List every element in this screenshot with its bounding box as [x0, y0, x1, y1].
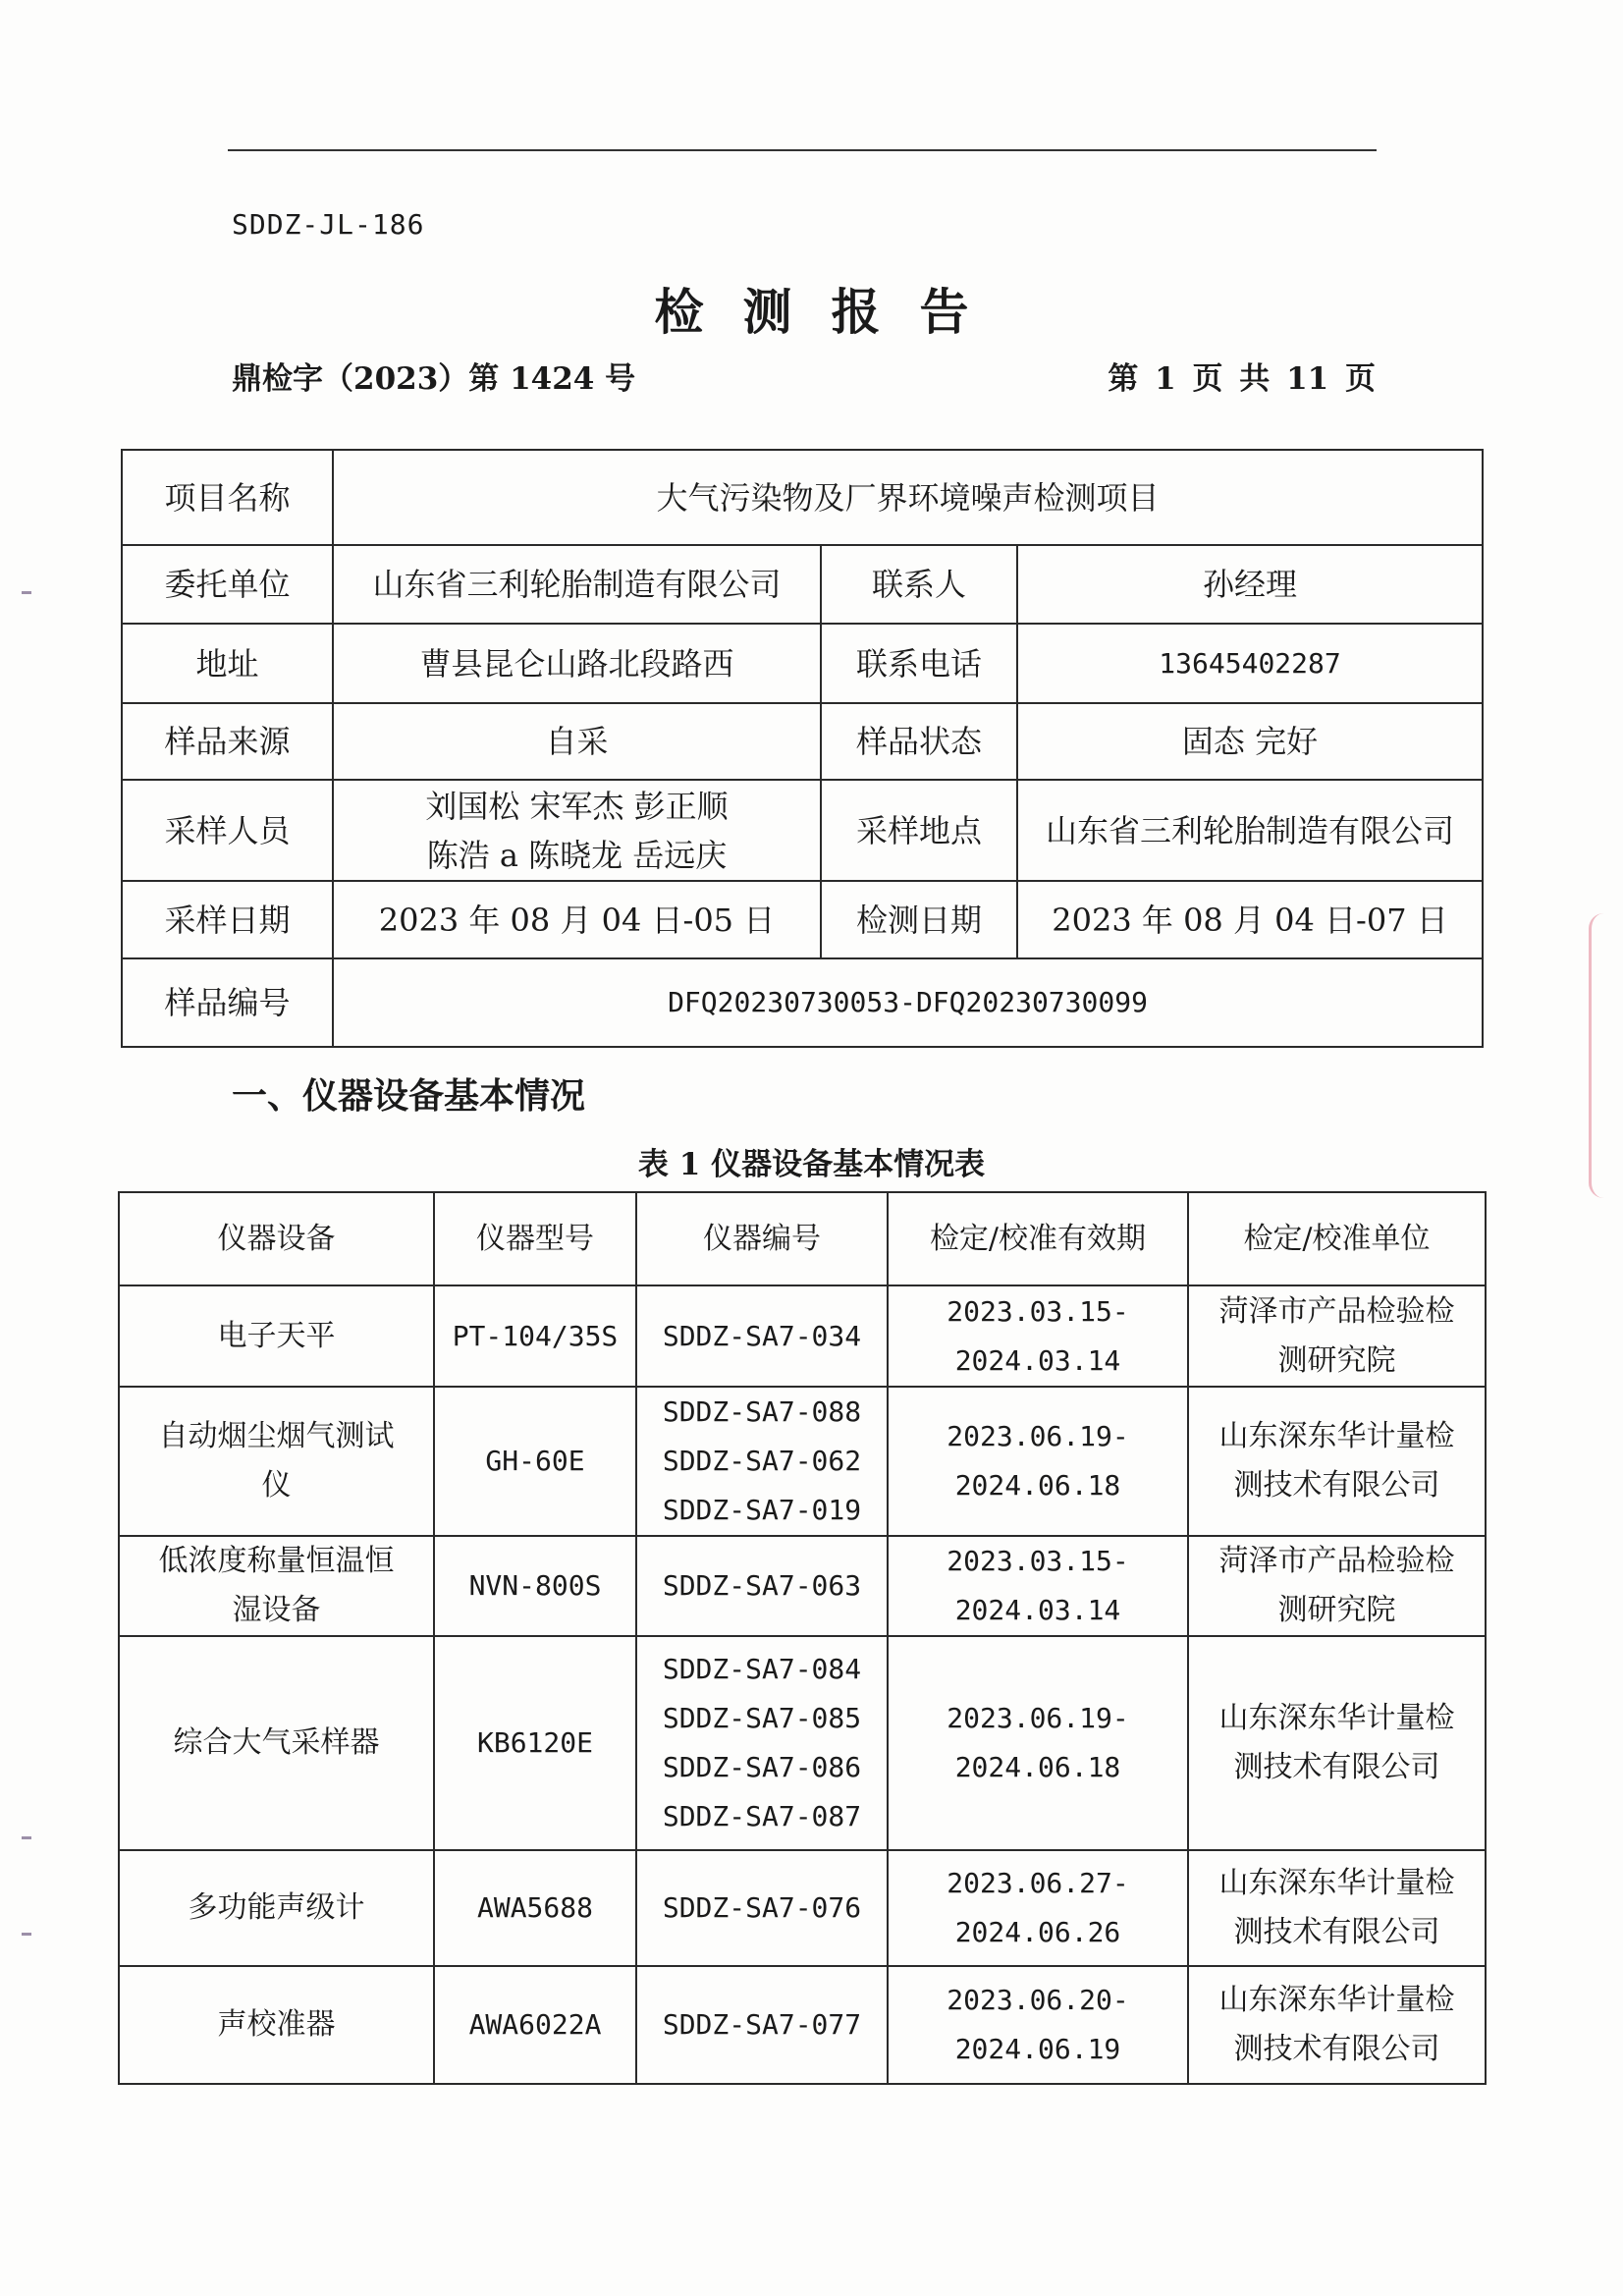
calibration-validity-line: 2024.06.18 [954, 1751, 1121, 1783]
calibration-validity-line: 2023.06.19- [947, 1420, 1129, 1452]
samplers-label: 采样人员 [122, 780, 333, 881]
calibration-unit-line: 测技术有限公司 [1233, 1468, 1440, 1503]
client-value: 山东省三利轮胎制造有限公司 [333, 545, 821, 624]
table-row [119, 1636, 1486, 1850]
equipment-model: NVN-800S [434, 1536, 636, 1636]
equipment-id [636, 1536, 888, 1636]
calibration-unit-line: 山东深东华计量检 [1218, 1701, 1455, 1735]
table-row [122, 958, 1483, 1047]
calibration-unit [1188, 1285, 1486, 1387]
sample-state-label: 样品状态 [821, 703, 1017, 780]
table-header-row [119, 1192, 1486, 1285]
column-header: 仪器设备 [119, 1192, 434, 1285]
sampling-site-label: 采样地点 [821, 780, 1017, 881]
equipment-model: PT-104/35S [434, 1285, 636, 1387]
calibration-unit-line: 测技术有限公司 [1233, 1915, 1440, 1949]
sample-source-label: 样品来源 [122, 703, 333, 780]
equipment-model: AWA5688 [434, 1850, 636, 1966]
equipment-name-line: 仪 [261, 1468, 292, 1503]
calibration-unit-line: 测技术有限公司 [1233, 2032, 1440, 2066]
phone-label: 联系电话 [821, 624, 1017, 703]
page-counter: 第 1 页 共 11 页 [1108, 361, 1376, 397]
calibration-unit-line: 山东深东华计量检 [1218, 1866, 1455, 1900]
sampling-site-value: 山东省三利轮胎制造有限公司 [1017, 780, 1483, 881]
equipment-model: AWA6022A [434, 1966, 636, 2084]
equipment-id-line: SDDZ-SA7-088 [662, 1395, 862, 1428]
table-row [119, 1966, 1486, 2084]
calibration-unit-line: 菏泽市产品检验检 [1218, 1293, 1455, 1329]
report-info-table [121, 449, 1484, 1048]
calibration-validity-line: 2023.03.15- [947, 1294, 1129, 1328]
equipment-name-line: 低浓度称量恒温恒 [158, 1544, 395, 1578]
equipment-id [636, 1966, 888, 2084]
calibration-validity-line: 2024.06.26 [954, 1916, 1121, 1948]
calibration-unit [1188, 1966, 1486, 2084]
table-row [122, 881, 1483, 958]
equipment-name [119, 1536, 434, 1636]
project-name-value: 大气污染物及厂界环境噪声检测项目 [333, 450, 1483, 545]
column-header: 仪器型号 [434, 1192, 636, 1285]
equipment-model: GH-60E [434, 1387, 636, 1536]
calibration-validity-line: 2024.06.18 [954, 1469, 1121, 1502]
table-row [122, 624, 1483, 703]
table-row [122, 545, 1483, 624]
calibration-unit-line: 测技术有限公司 [1233, 1750, 1440, 1784]
calibration-validity-line: 2023.06.19- [947, 1702, 1129, 1734]
sample-no-label: 样品编号 [122, 958, 333, 1047]
equipment-id-line: SDDZ-SA7-062 [662, 1445, 862, 1477]
calibration-validity [888, 1850, 1188, 1966]
column-header: 仪器编号 [636, 1192, 888, 1285]
table-row [119, 1850, 1486, 1966]
equipment-name-line: 湿设备 [232, 1593, 321, 1627]
equipment-table [118, 1191, 1487, 2085]
address-value: 曹县昆仑山路北段路西 [333, 624, 821, 703]
sample-source-value: 自采 [333, 703, 821, 780]
test-date-value: 2023 年 08 月 04 日-07 日 [1017, 881, 1483, 958]
equipment-id-line: SDDZ-SA7-085 [662, 1702, 862, 1734]
table-row [122, 703, 1483, 780]
table-row [119, 1536, 1486, 1636]
project-name-label: 项目名称 [122, 450, 333, 545]
equipment-name-line: 声校准器 [217, 2007, 336, 2042]
equipment-id [636, 1285, 888, 1387]
client-label: 委托单位 [122, 545, 333, 624]
scan-mark [22, 591, 31, 594]
test-date-label: 检测日期 [821, 881, 1017, 958]
calibration-unit-line: 测研究院 [1277, 1342, 1396, 1378]
samplers-value [333, 780, 821, 881]
equipment-id-line: SDDZ-SA7-084 [662, 1653, 862, 1685]
calibration-validity-line: 2023.06.20- [947, 1984, 1129, 2016]
equipment-id-line: SDDZ-SA7-063 [662, 1569, 862, 1602]
contact-value: 孙经理 [1017, 545, 1483, 624]
report-title: 检测报告 [654, 283, 1008, 341]
calibration-validity-line: 2024.03.14 [954, 1343, 1121, 1377]
calibration-validity [888, 1636, 1188, 1850]
equipment-name [119, 1387, 434, 1536]
samplers-line: 陈浩 a 陈晓龙 岳远庆 [426, 836, 728, 874]
equipment-name-line: 综合大气采样器 [173, 1725, 380, 1760]
address-label: 地址 [122, 624, 333, 703]
document-code: SDDZ-JL-186 [232, 208, 425, 241]
calibration-unit [1188, 1536, 1486, 1636]
seal-stamp-edge [1589, 913, 1619, 1198]
calibration-validity-line: 2023.06.27- [947, 1867, 1129, 1899]
column-header: 检定/校准单位 [1188, 1192, 1486, 1285]
equipment-name [119, 1285, 434, 1387]
equipment-id [636, 1387, 888, 1536]
table-row [119, 1285, 1486, 1387]
calibration-validity-line: 2023.03.15- [947, 1545, 1129, 1577]
table-row [122, 780, 1483, 881]
sample-no-value: DFQ20230730053-DFQ20230730099 [333, 958, 1483, 1047]
equipment-id [636, 1850, 888, 1966]
sampling-date-label: 采样日期 [122, 881, 333, 958]
calibration-unit [1188, 1387, 1486, 1536]
header-rule [228, 149, 1377, 151]
phone-value: 13645402287 [1017, 624, 1483, 703]
scan-mark [22, 1933, 31, 1936]
calibration-unit-line: 山东深东华计量检 [1218, 1983, 1455, 2017]
equipment-id-line: SDDZ-SA7-087 [662, 1800, 862, 1832]
table-row [119, 1387, 1486, 1536]
table-caption: 表 1 仪器设备基本情况表 [637, 1147, 986, 1182]
calibration-validity [888, 1536, 1188, 1636]
samplers-line: 刘国松 宋军杰 彭正顺 [425, 787, 729, 825]
equipment-id-line: SDDZ-SA7-034 [662, 1319, 862, 1352]
column-header: 检定/校准有效期 [888, 1192, 1188, 1285]
sample-state-value: 固态 完好 [1017, 703, 1483, 780]
equipment-name [119, 1966, 434, 2084]
contact-label: 联系人 [821, 545, 1017, 624]
calibration-validity-line: 2024.03.14 [954, 1594, 1121, 1626]
calibration-validity [888, 1966, 1188, 2084]
calibration-unit [1188, 1850, 1486, 1966]
calibration-unit-line: 菏泽市产品检验检 [1218, 1544, 1455, 1578]
equipment-name-line: 电子天平 [217, 1318, 336, 1353]
calibration-validity [888, 1285, 1188, 1387]
table-row [122, 450, 1483, 545]
calibration-unit [1188, 1636, 1486, 1850]
calibration-validity [888, 1387, 1188, 1536]
equipment-name [119, 1850, 434, 1966]
calibration-validity-line: 2024.06.19 [954, 2033, 1121, 2065]
equipment-name [119, 1636, 434, 1850]
calibration-unit-line: 测研究院 [1277, 1593, 1396, 1627]
sampling-date-value: 2023 年 08 月 04 日-05 日 [333, 881, 821, 958]
report-number: 鼎检字（2023）第 1424 号 [232, 361, 636, 397]
equipment-id-line: SDDZ-SA7-076 [662, 1891, 862, 1924]
equipment-id [636, 1636, 888, 1850]
equipment-id-line: SDDZ-SA7-019 [662, 1494, 862, 1526]
equipment-id-line: SDDZ-SA7-086 [662, 1751, 862, 1783]
equipment-name-line: 多功能声级计 [188, 1890, 365, 1925]
calibration-unit-line: 山东深东华计量检 [1218, 1419, 1455, 1453]
equipment-model: KB6120E [434, 1636, 636, 1850]
equipment-id-line: SDDZ-SA7-077 [662, 2008, 862, 2041]
scan-mark [22, 1836, 31, 1839]
equipment-name-line: 自动烟尘烟气测试 [158, 1419, 395, 1453]
section-heading: 一、仪器设备基本情况 [232, 1075, 586, 1117]
